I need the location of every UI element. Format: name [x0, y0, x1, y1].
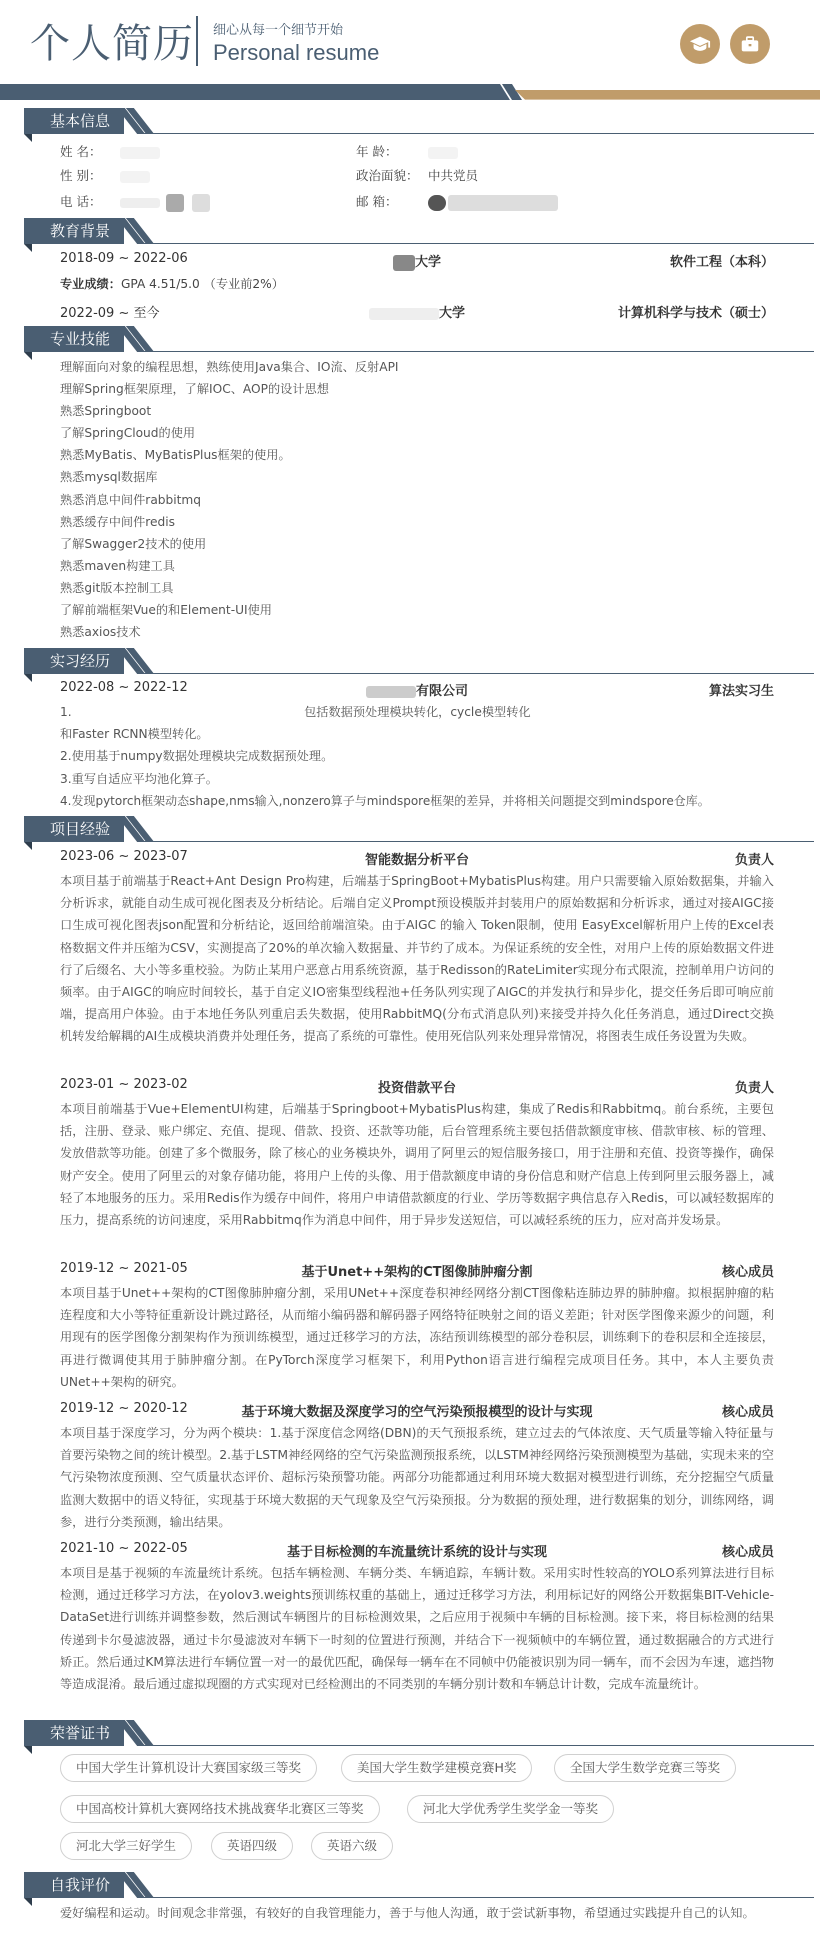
section-basic	[24, 108, 814, 134]
honor-badge: 英语六级	[311, 1832, 393, 1860]
skills-list	[60, 356, 399, 643]
section-education	[24, 218, 814, 244]
graduation-cap-icon	[680, 24, 720, 64]
page-subtitle: 细心从每一个细节开始	[213, 23, 344, 38]
self-evaluation-text: 爱好编程和运动。时间观念非常强，有较好的自我管理能力，善于与他人沟通，敢于尝试新事物，希望通过实践提升自己的认知。	[60, 1906, 755, 1920]
project-description: 本项目基于Unet++架构的CT图像肺肿瘤分割，采用UNet++深度卷积神经网络分割CT图像粘连肺边界的肺肿瘤。拟根据肿瘤的粘连程度和大小等特征重新设计跳过路径，从而缩小编码器和解码器子网络特征映射之间的语义差距；针对医学图像来源少的问题，利用现有的医学图像分割架构作为预训练模型，通过迁移学习的方法，冻结预训练模型的部分卷积层，训练剩下的卷积层和全连接层，再进行微调使其用于肺肿瘤分割。在PyTorch深度学习框架下，利用Python语言进行编程完成项目任务。其中，本人主要负责UNet++架构的研究。	[60, 1286, 774, 1389]
briefcase-icon	[730, 24, 770, 64]
project-row: 2019-12 ~ 2021-05 基于Unet++架构的CT图像肺肿瘤分割 核心成员	[60, 1261, 774, 1280]
skill-item: 了解Swagger2技术的使用	[60, 536, 207, 551]
honor-badge: 英语四级	[211, 1832, 293, 1860]
skill-item: 熟悉消息中间件rabbitmq	[60, 492, 202, 507]
page-subtitle-en: Personal resume	[213, 40, 380, 65]
politics-row: 政治面貌： 中共党员	[356, 168, 479, 183]
project-description: 本项目基于深度学习，分为两个模块：1.基于深度信念网络(DBN)的天气预报系统，建立过去的气体浓度、天气质量等输入特征量与首要污染物之间的统计模型。2.基于LSTM神经网络的空气污染监测预报系统，以LSTM神经网络污染预测模型为基础，实现未来的空气污染物浓度预测、空气质量状态评价、超标污染预警功能。两部分功能都通过利用环境大数据对模型进行训练，充分挖掘空气质量监测大数据中的语义特征，实现基于环境大数据的天气现象及空气污染预报。分为数据的预处理，进行数据集的划分，训练网络，调参，进行分类预测，输出结果。	[60, 1426, 774, 1529]
skill-item: 了解SpringCloud的使用	[60, 426, 196, 441]
age-row: 年 龄：	[356, 142, 458, 160]
email-row: 邮 箱：	[356, 192, 558, 211]
skill-item: 熟悉axios技术	[60, 625, 141, 640]
section-internship	[24, 648, 814, 674]
name-row: 姓 名：	[60, 142, 160, 160]
section-title: 专业技能	[24, 326, 124, 352]
title-divider	[196, 16, 198, 66]
project-row: 2023-06 ~ 2023-07 智能数据分析平台 负责人	[60, 849, 774, 868]
section-skills	[24, 326, 814, 352]
gpa-row: 专业成绩：GPA 4.51/5.0 （专业前2%）	[60, 277, 284, 291]
skill-item: 理解面向对象的编程思想，熟练使用Java集合、IO流、反射API	[60, 360, 399, 374]
project-row: 2023-01 ~ 2023-02 投资借款平台 负责人	[60, 1077, 774, 1096]
honor-badge: 河北大学优秀学生奖学金一等奖	[407, 1795, 614, 1823]
project-row: 2021-10 ~ 2022-05 基于目标检测的车流量统计系统的设计与实现 核心成员	[60, 1541, 774, 1560]
honor-badge: 中国大学生计算机设计大赛国家级三等奖	[60, 1754, 317, 1782]
skill-item: 熟悉MyBatis、MyBatisPlus框架的使用。	[60, 448, 291, 463]
project-row: 2019-12 ~ 2020-12 基于环境大数据及深度学习的空气污染预报模型的设计与实现 核心成员	[60, 1401, 774, 1420]
honor-badge: 河北大学三好学生	[60, 1832, 192, 1860]
gender-row: 性 别：	[60, 166, 150, 184]
section-title: 教育背景	[24, 218, 124, 244]
section-title: 项目经验	[24, 816, 124, 842]
section-title: 实习经历	[24, 648, 124, 674]
project-description: 本项目基于前端基于React+Ant Design Pro构建，后端基于SpringBoot+MybatisPlus构建。用户只需要输入原始数据集，并输入分析诉求，就能自动生成可视化图表及分析结论。后端自定义Prompt预设模版并封装用户的原始数据和分析诉求，通过对接AIGC接口生成可视化图表json配置和分析结论，返回给前端渲染。由于AIGC 的输入 Token限制，使用 EasyExcel解析用户上传的Excel表格数据文件并压缩为CSV，实测提高了20%的单次输入数据量、并节约了成本。为保证系统的安全性，对用户上传的原始数据文件进行了后缀名、大小等多重校验。为防止某用户恶意占用系统资源，基于Redisson的RateLimiter实现分布式限流，控制单用户访问的频率。由于AIGC的响应时间较长，基于自定义IO密集型线程池+任务队列实现了AIGC的并发执行和异步化，提交任务后即可响应前端，提高用户体验。由于本地任务队列重启丢失数据，使用RabbitMQ(分布式消息队列)来接受并持久化任务消息，通过Direct交换机转发给解耦的AI生成模块消费并处理任务，提高了系统的可靠性。使用死信队列来处理异常情况，将图表生成任务设置为失败。	[60, 874, 774, 1044]
education-row: 2022-09 ~ 至今 大学 计算机科学与技术（硕士）	[60, 306, 774, 321]
project-description: 本项目前端基于Vue+ElementUI构建，后端基于Springboot+MybatisPlus构建，集成了Redis和Rabbitmq。前台系统，主要包括，注册、登录、账户绑定、充值、提现、借款、投资、还款等功能，后台管理系统主要包括借款额度审核、借款审核、标的管理、发放借款等功能。创建了多个微服务，除了核心的业务模块外，调用了阿里云的短信服务接口，用于注册和充值、投资等操作，确保财产安全。使用了阿里云的对象存储功能，将用户上传的头像、用于借款额度申请的身份信息和财产信息上传到阿里云服务器上，减轻了本地服务的压力。采用Redis作为缓存中间件，将用户申请借款额度的行业、学历等数据字典信息存入Redis，可以减轻数据库的压力，提高系统的访问速度，采用Rabbitmq作为消息中间件，用于异步发送短信，可以减轻系统的压力，应对高并发场景。	[60, 1102, 774, 1228]
section-title: 自我评价	[24, 1872, 124, 1898]
header-band	[0, 84, 820, 100]
skill-item: 熟悉mysql数据库	[60, 470, 158, 485]
section-title: 基本信息	[24, 108, 124, 134]
honor-badge: 中国高校计算机大赛网络技术挑战赛华北赛区三等奖	[60, 1795, 380, 1823]
section-projects	[24, 816, 814, 842]
honor-badge: 全国大学生数学竞赛三等奖	[554, 1754, 736, 1782]
skill-item: 理解Spring框架原理，了解IOC、AOP的设计思想	[60, 382, 329, 397]
section-honors	[24, 1720, 814, 1746]
skill-item: 熟悉maven构建工具	[60, 558, 175, 573]
phone-row: 电 话：	[60, 192, 210, 212]
project-description: 本项目是基于视频的车流量统计系统。包括车辆检测、车辆分类、车辆追踪，车辆计数。采用实时性较高的YOLO系列算法进行目标检测，通过迁移学习方法，在yolov3.weights预训练权重的基础上，通过迁移学习方法，利用标记好的网络公开数据集BIT-Vehicle-DataSet进行训练并调整参数，然后测试车辆图片的目标检测效果，之后应用于视频中车辆的目标检测。接下来，将目标检测的结果传递到卡尔曼滤波器，通过卡尔曼滤波对车辆下一时刻的位置进行预测，并结合下一视频帧中的车辆位置，通过数据融合的方式进行矫正。然后通过KM算法进行车辆位置一对一的最优匹配，确保每一辆车在不同帧中仍能被识别为同一辆车，而不会因为车速，遮挡物等造成混淆。最后通过虚拟现圈的方式实现对已经检测出的不同类别的车辆分别计数和车辆总计计数，完成车流量统计。	[60, 1566, 774, 1692]
honor-badge: 美国大学生数学建模竞赛H奖	[341, 1754, 532, 1782]
resume-header	[0, 0, 820, 100]
section-title: 荣誉证书	[24, 1720, 124, 1746]
skill-item: 了解前端框架Vue的和Element-UI使用	[60, 603, 272, 618]
page-title: 个人简历	[30, 21, 194, 67]
section-self-eval	[24, 1872, 814, 1898]
education-row: 2018-09 ~ 2022-06 大学 软件工程（本科）	[60, 251, 774, 270]
skill-item: 熟悉Springboot	[60, 404, 152, 419]
skill-item: 熟悉git版本控制工具	[60, 580, 174, 595]
internship-description: 1. 包括数据预处理模块转化，cycle模型转化 和Faster RCNN模型转化。 2.使用基于numpy数据处理模块完成数据预处理。 3.重写自适应平均池化算子。 4.发现pytorch框架动态shape,nms输入,nonzero算子与mindspore框架的差异，并将相关问题提交到mindspore仓库。	[60, 705, 710, 808]
skill-item: 熟悉缓存中间件redis	[60, 514, 176, 529]
internship-row: 2022-08 ~ 2022-12 有限公司 算法实习生	[60, 680, 774, 699]
